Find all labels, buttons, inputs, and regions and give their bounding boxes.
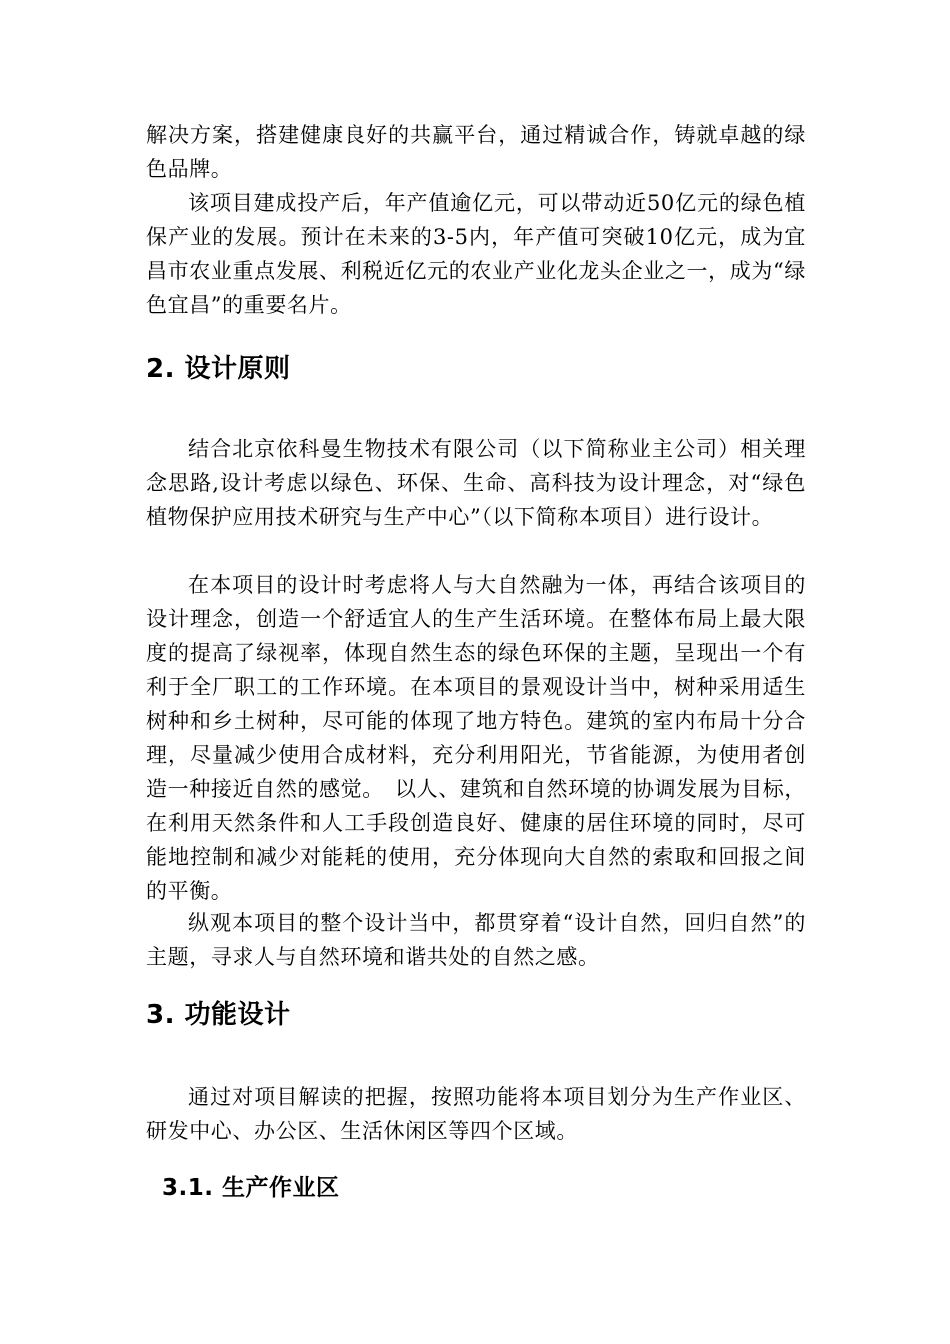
paragraph-design-theme: 纵观本项目的整个设计当中，都贯穿着“设计自然，回归自然”的主题，寻求人与自然环境和谐共处的自然之感。 — [146, 911, 806, 969]
heading-production-zone: 3.1. 生产作业区 — [162, 1175, 340, 1201]
heading-design-principles: 2. 设计原则 — [146, 354, 291, 384]
paragraph-solution: 解决方案，搭建健康良好的共赢平台，通过精诚合作，铸就卓越的绿色品牌。 — [146, 123, 806, 181]
heading-functional-design: 3. 功能设计 — [146, 1000, 291, 1030]
paragraph-output-value: 该项目建成投产后，年产值逾亿元，可以带动近50亿元的绿色植保产业的发展。预计在未来的3-5内，年产值可突破10亿元，成为宜昌市农业重点发展、利税近亿元的农业产业化龙头企业之一，成为“绿色宜昌”的重要名片。 — [146, 191, 806, 317]
paragraph-design-nature: 在本项目的设计时考虑将人与大自然融为一体，再结合该项目的设计理念，创造一个舒适宜人的生产生活环境。在整体布局上最大限度的提高了绿视率，体现自然生态的绿色环保的主题，呈现出一个有利于全厂职工的工作环境。在本项目的景观设计当中，树种采用适生树种和乡土树种，尽可能的体现了地方特色。建筑的室内布局十分合理，尽量减少使用合成材料，充分利用阳光，节省能源，为使用者创造一种接近自然的感觉。 以人、建筑和自然环境的协调发展为目标，在利用天然条件和人工手段创造良好、健康的居住环境的同时，尽可能地控制和减少对能耗的使用，充分体现向大自然的索取和回报之间的平衡。 — [146, 573, 806, 903]
paragraph-design-concept: 结合北京依科曼生物技术有限公司（以下简称业主公司）相关理念思路,设计考虑以绿色、环保、生命、高科技为设计理念，对“绿色植物保护应用技术研究与生产中心”（以下简称本项目）进行设计。 — [146, 437, 806, 529]
paragraph-zones: 通过对项目解读的把握，按照功能将本项目划分为生产作业区、研发中心、办公区、生活休闲区等四个区域。 — [146, 1085, 806, 1143]
